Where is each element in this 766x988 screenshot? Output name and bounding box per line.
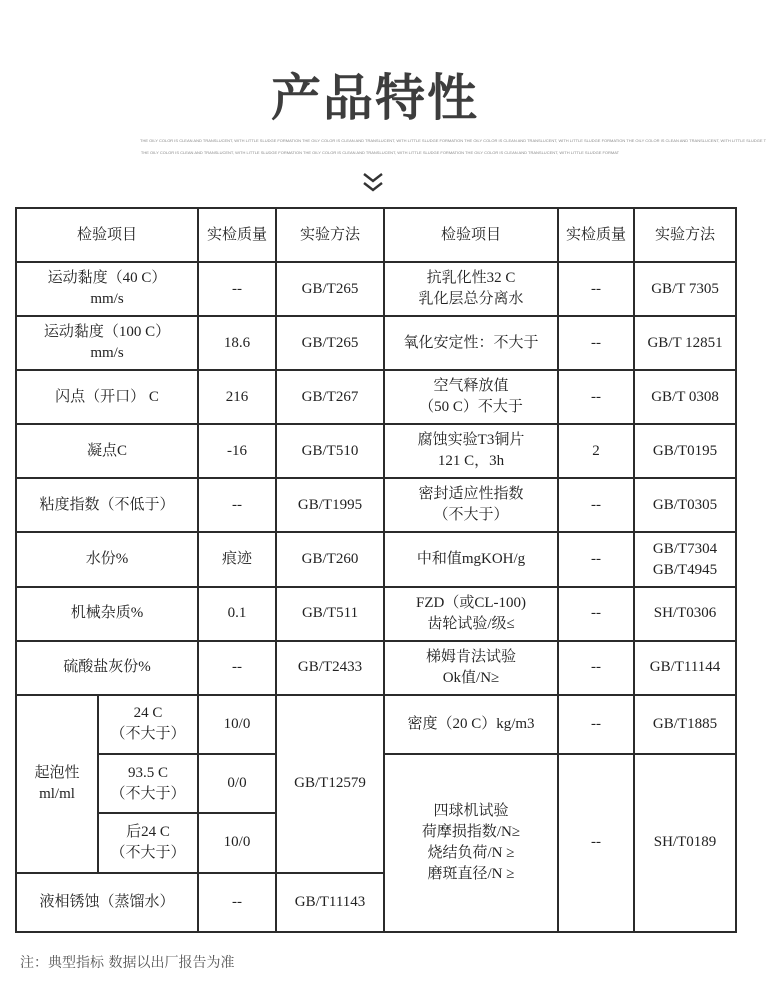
- test-item-cell: 密度（20 C）kg/m3: [384, 695, 558, 754]
- test-item-cell: 中和值mgKOH/g: [384, 532, 558, 586]
- test-item-cell: 硫酸盐灰份%: [16, 641, 198, 695]
- header-cell: 检验项目: [384, 208, 558, 262]
- table-row: [16, 587, 736, 641]
- test-item-cell: 运动黏度（40 C） mm/s: [16, 262, 198, 316]
- method-cell: GB/T12579: [276, 695, 384, 873]
- test-item-cell: 水份%: [16, 532, 198, 586]
- test-item-cell: 密封适应性指数 （不大于）: [384, 478, 558, 532]
- header-cell: 实验方法: [634, 208, 736, 262]
- value-cell: --: [558, 316, 634, 370]
- foam-condition-cell: 93.5 C （不大于）: [98, 754, 198, 813]
- value-cell: 0/0: [198, 754, 276, 813]
- method-cell: GB/T267: [276, 370, 384, 424]
- method-cell: GB/T7304 GB/T4945: [634, 532, 736, 586]
- test-item-cell: 空气释放值 （50 C）不大于: [384, 370, 558, 424]
- value-cell: -16: [198, 424, 276, 478]
- table-header-row: [16, 208, 736, 262]
- header-cell: 实验方法: [276, 208, 384, 262]
- test-item-cell: 氧化安定性：不大于: [384, 316, 558, 370]
- value-cell: 10/0: [198, 695, 276, 754]
- value-cell: --: [558, 695, 634, 754]
- value-cell: 0.1: [198, 587, 276, 641]
- test-item-cell: 液相锈蚀（蒸馏水）: [16, 873, 198, 932]
- method-cell: SH/T0306: [634, 587, 736, 641]
- method-cell: GB/T0305: [634, 478, 736, 532]
- value-cell: --: [558, 262, 634, 316]
- test-item-cell: 四球机试验 荷摩损指数/N≥ 烧结负荷/N ≥ 磨斑直径/N ≥: [384, 754, 558, 932]
- value-cell: --: [198, 478, 276, 532]
- method-cell: GB/T0195: [634, 424, 736, 478]
- foam-condition-cell: 24 C （不大于）: [98, 695, 198, 754]
- table-row: [16, 478, 736, 532]
- product-spec-table: [15, 207, 737, 933]
- value-cell: --: [558, 754, 634, 932]
- value-cell: --: [198, 873, 276, 932]
- foam-label-cell: 起泡性 ml/ml: [16, 695, 98, 873]
- table-row: [16, 424, 736, 478]
- decorative-subtext-line-2: THE OILY COLOR IS CLEAN AND TRANSLUCENT, WITH LITTLE SLUDGE FORMATION THE OILY COLOR IS CLEAN AND TRANSLUCENT, WITH LITTLE SLUDGE FORMATION THE OILY COLOR IS CLEAN AND TRANSLUCENT, WITH LITTLE SLUDGE FORMAT: [140, 150, 620, 155]
- table-row: [16, 641, 736, 695]
- foam-condition-cell: 后24 C （不大于）: [98, 813, 198, 872]
- header-cell: 实检质量: [198, 208, 276, 262]
- header-cell: 检验项目: [16, 208, 198, 262]
- value-cell: --: [558, 641, 634, 695]
- table-row: [16, 316, 736, 370]
- method-cell: GB/T265: [276, 262, 384, 316]
- table-row: [16, 532, 736, 586]
- value-cell: --: [558, 587, 634, 641]
- table-row: [16, 370, 736, 424]
- value-cell: --: [558, 370, 634, 424]
- method-cell: GB/T1885: [634, 695, 736, 754]
- value-cell: 18.6: [198, 316, 276, 370]
- value-cell: 10/0: [198, 813, 276, 872]
- method-cell: GB/T260: [276, 532, 384, 586]
- value-cell: 216: [198, 370, 276, 424]
- value-cell: --: [558, 478, 634, 532]
- table-row: [16, 695, 736, 754]
- method-cell: GB/T11144: [634, 641, 736, 695]
- method-cell: GB/T1995: [276, 478, 384, 532]
- test-item-cell: 闪点（开口） C: [16, 370, 198, 424]
- value-cell: --: [198, 641, 276, 695]
- method-cell: SH/T0189: [634, 754, 736, 932]
- test-item-cell: 腐蚀实验T3铜片 121 C，3h: [384, 424, 558, 478]
- value-cell: 2: [558, 424, 634, 478]
- method-cell: GB/T 0308: [634, 370, 736, 424]
- test-item-cell: 机械杂质%: [16, 587, 198, 641]
- test-item-cell: 粘度指数（不低于）: [16, 478, 198, 532]
- method-cell: GB/T 12851: [634, 316, 736, 370]
- method-cell: GB/T265: [276, 316, 384, 370]
- method-cell: GB/T 7305: [634, 262, 736, 316]
- value-cell: --: [558, 532, 634, 586]
- method-cell: GB/T11143: [276, 873, 384, 932]
- table-row: [16, 262, 736, 316]
- footnote: 注：典型指标 数据以出厂报告为准: [20, 955, 235, 971]
- page-title: 产品特性: [271, 69, 479, 127]
- test-item-cell: 梯姆肯法试验 Ok值/N≥: [384, 641, 558, 695]
- method-cell: GB/T2433: [276, 641, 384, 695]
- decorative-subtext-line-1: THE OILY COLOR IS CLEAN AND TRANSLUCENT, WITH LITTLE SLUDGE FORMATION THE OILY COLOR IS CLEAN AND TRANSLUCENT, WITH LITTLE SLUDGE FORMATION THE OILY COLOR IS CLEAN AND TRANSLUCENT, WITH LITTLE SLUDGE FORMATION THE OILY COLOR IS CLEAN AND TRANSLUCENT, WITH LITTLE SLUDGE T: [140, 138, 766, 143]
- value-cell: 痕迹: [198, 532, 276, 586]
- test-item-cell: 抗乳化性32 C 乳化层总分离水: [384, 262, 558, 316]
- double-chevron-down-icon: [360, 170, 386, 196]
- test-item-cell: FZD（或CL-100) 齿轮试验/级≤: [384, 587, 558, 641]
- value-cell: --: [198, 262, 276, 316]
- header-cell: 实检质量: [558, 208, 634, 262]
- method-cell: GB/T511: [276, 587, 384, 641]
- method-cell: GB/T510: [276, 424, 384, 478]
- test-item-cell: 运动黏度（100 C） mm/s: [16, 316, 198, 370]
- test-item-cell: 凝点C: [16, 424, 198, 478]
